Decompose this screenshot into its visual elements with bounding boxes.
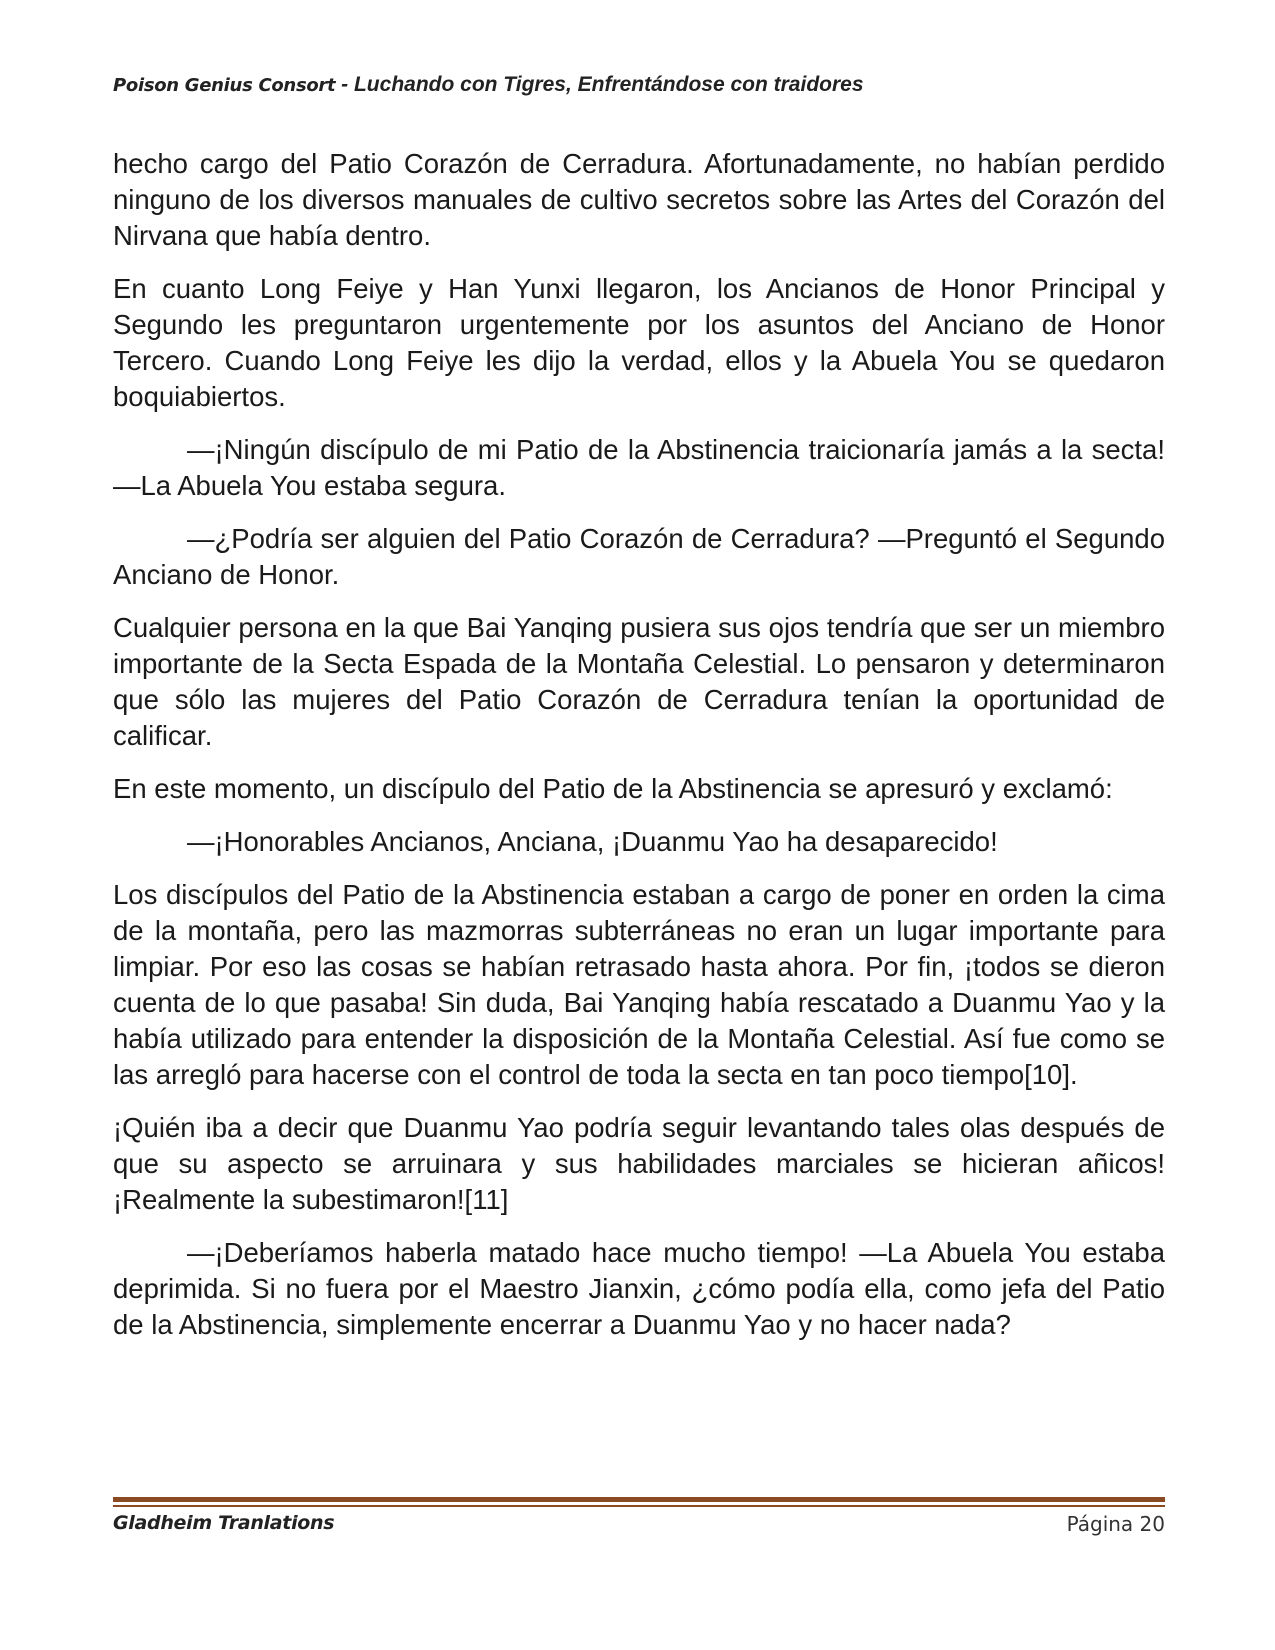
header-separator: - bbox=[335, 73, 354, 96]
footer-rule-thick bbox=[113, 1497, 1165, 1502]
book-title: Poison Genius Consort bbox=[113, 75, 336, 96]
paragraph: Los discípulos del Patio de la Abstinencia estaban a cargo de poner en orden la cima de la montaña, pero las mazmorras subterráneas no eran un lugar importante para limpiar. Por eso las cosas se habían retrasado hasta ahora. Por fin, ¡todos se dieron cuenta de lo que pasaba! Sin duda, Bai Yanqing había rescatado a Duanmu Yao y la había utilizado para entender la disposición de la Montaña Celestial. Así fue como se las arregló para hacerse con el control de toda la secta en tan poco tiempo[10]. bbox=[113, 879, 1165, 1090]
page-number: Página 20 bbox=[1066, 1512, 1165, 1536]
paragraph: En este momento, un discípulo del Patio de la Abstinencia se apresuró y exclamó: bbox=[113, 773, 1113, 804]
dialogue-paragraph: —¿Podría ser alguien del Patio Corazón de Cerradura? —Preguntó el Segundo Anciano de Honor. bbox=[113, 523, 1165, 590]
chapter-title: Luchando con Tigres, Enfrentándose con traidores bbox=[353, 73, 864, 96]
dialogue-paragraph: —¡Deberíamos haberla matado hace mucho tiempo! —La Abuela You estaba deprimida. Si no fuera por el Maestro Jianxin, ¿cómo podía ella, como jefa del Patio de la Abstinencia, simplemente encerrar a Duanmu Yao y no hacer nada? bbox=[113, 1237, 1165, 1340]
footer-rule-thin bbox=[113, 1505, 1165, 1507]
dialogue-paragraph: —¡Honorables Ancianos, Anciana, ¡Duanmu Yao ha desaparecido! bbox=[187, 826, 998, 857]
publisher-name: Gladheim Tranlations bbox=[113, 1512, 335, 1534]
dialogue-paragraph: —¡Ningún discípulo de mi Patio de la Abstinencia traicionaría jamás a la secta! —La Abuela You estaba segura. bbox=[113, 434, 1165, 501]
page-body bbox=[113, 146, 1165, 1360]
paragraph: hecho cargo del Patio Corazón de Cerradura. Afortunadamente, no habían perdido ninguno de los diversos manuales de cultivo secretos sobre las Artes del Corazón del Nirvana que había dentro. bbox=[113, 148, 1165, 251]
running-header bbox=[113, 73, 1163, 97]
paragraph: ¡Quién iba a decir que Duanmu Yao podría seguir levantando tales olas después de que su aspecto se arruinara y sus habilidades marciales se hicieran añicos! ¡Realmente la subestimaron![11] bbox=[113, 1112, 1165, 1215]
paragraph: Cualquier persona en la que Bai Yanqing pusiera sus ojos tendría que ser un miembro importante de la Secta Espada de la Montaña Celestial. Lo pensaron y determinaron que sólo las mujeres del Patio Corazón de Cerradura tenían la oportunidad de calificar. bbox=[113, 612, 1165, 751]
paragraph: En cuanto Long Feiye y Han Yunxi llegaron, los Ancianos de Honor Principal y Segundo les preguntaron urgentemente por los asuntos del Anciano de Honor Tercero. Cuando Long Feiye les dijo la verdad, ellos y la Abuela You se quedaron boquiabiertos. bbox=[113, 273, 1165, 412]
